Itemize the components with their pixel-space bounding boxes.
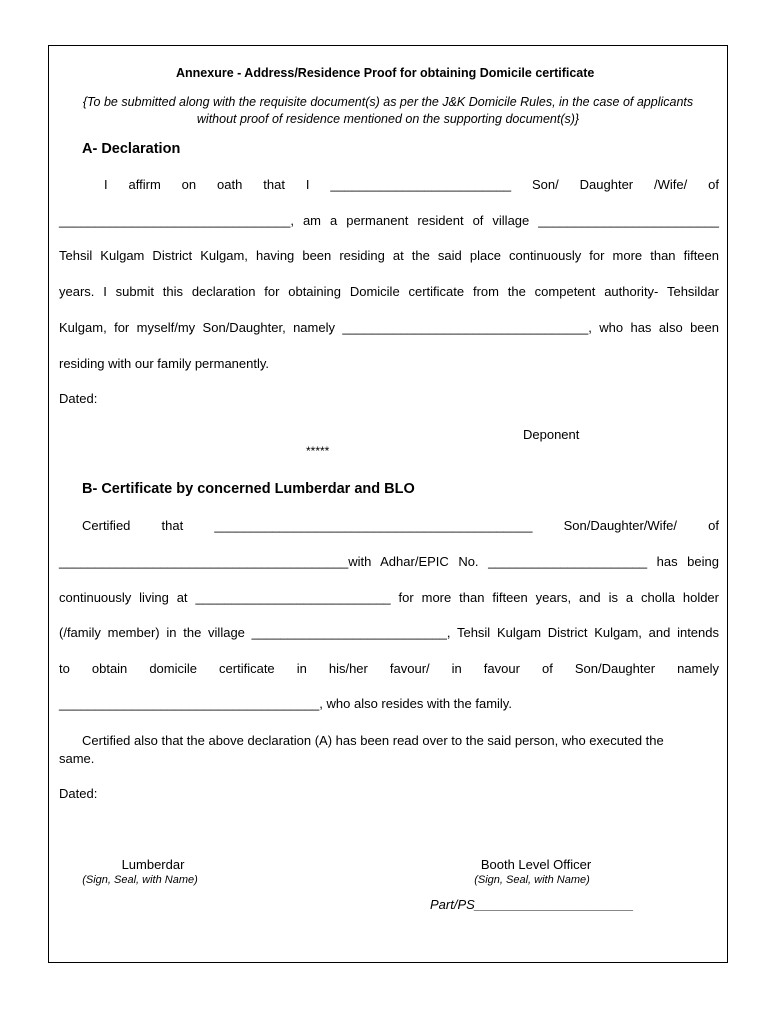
- section-b-para2-line-1: Certified also that the above declaration (A) has been read over to the said person, who executed the: [82, 733, 664, 748]
- subtitle-line-2: without proof of residence mentioned on the supporting document(s)}: [196, 112, 580, 126]
- section-a-line-4: years. I submit this declaration for obtaining Domicile certificate from the competent authority- Tehsildar: [59, 284, 719, 299]
- document-subtitle: [48, 94, 728, 128]
- part-ps-field: Part/PS______________________: [430, 897, 634, 912]
- section-b-line-1: Certified that ____________________________________________ Son/Daughter/Wife/ of: [82, 518, 719, 533]
- document-title: Annexure - Address/Residence Proof for obtaining Domicile certificate: [176, 66, 595, 80]
- blo-label: Booth Level Officer: [480, 857, 592, 872]
- section-a-line-3: Tehsil Kulgam District Kulgam, having been residing at the said place continuously for more than fifteen: [59, 248, 719, 263]
- section-b-line-3: continuously living at ___________________________ for more than fifteen years, and is a cholla holder: [59, 590, 719, 605]
- lumberdar-label: Lumberdar: [121, 857, 185, 872]
- section-b-dated: Dated:: [59, 786, 98, 801]
- deponent-label: Deponent: [523, 427, 580, 442]
- section-b-line-5: to obtain domicile certificate in his/her favour/ in favour of Son/Daughter namely: [59, 661, 719, 676]
- section-separator-stars: *****: [306, 444, 330, 458]
- section-a-line-5: Kulgam, for myself/my Son/Daughter, namely __________________________________, who has also been: [59, 320, 719, 335]
- section-a-line-6: residing with our family permanently.: [59, 356, 270, 371]
- subtitle-line-1: {To be submitted along with the requisite document(s) as per the J&K Domicile Rules, in the case of applicants: [82, 95, 694, 109]
- section-b-para2-line-2: same.: [59, 751, 95, 766]
- section-b-line-6: ____________________________________, who also resides with the family.: [59, 696, 512, 711]
- blo-note: (Sign, Seal, with Name): [474, 874, 590, 886]
- section-a-heading: A- Declaration: [82, 141, 181, 157]
- lumberdar-note: (Sign, Seal, with Name): [82, 874, 198, 886]
- section-b-line-2: ________________________________________with Adhar/EPIC No. ______________________ has being: [59, 554, 719, 569]
- section-a-line-1: I affirm on oath that I _________________________ Son/ Daughter /Wife/ of: [104, 177, 719, 192]
- section-a-line-2: ________________________________, am a permanent resident of village _________________________: [59, 213, 719, 228]
- section-b-heading: B- Certificate by concerned Lumberdar and BLO: [82, 481, 415, 497]
- section-a-dated: Dated:: [59, 391, 98, 406]
- section-b-line-4: (/family member) in the village ___________________________, Tehsil Kulgam District Kulgam, and intends: [59, 625, 719, 640]
